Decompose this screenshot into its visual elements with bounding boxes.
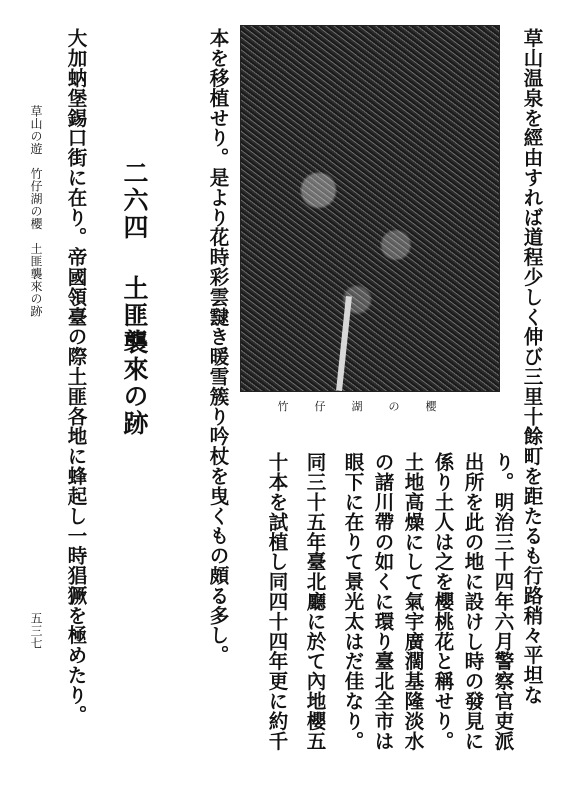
page-number: 五三七 [29, 612, 43, 650]
text-column-5: 土地高燥にして氣宇廣濶基隆淡水 [401, 452, 425, 751]
text-column-7: 眼下に在りて景光太はだ佳なり。 [341, 452, 365, 751]
running-head: 草山の遊 竹仔湖の櫻 土匪襲來の跡 [29, 105, 43, 318]
photo-caption: 竹仔湖の櫻 [277, 400, 463, 413]
text-column-10: 本を移植せり。是より花時彩雲靆き暖雪簇り吟杖を曳くもの頗る多し。 [206, 28, 230, 665]
text-column-9: 十本を試植し同四十四年更に約千 [265, 452, 289, 751]
text-column-6: の諸川帶の如くに環り臺北全市は [371, 452, 395, 751]
text-column-2: り。明治三十四年六月警察官吏派 [491, 452, 515, 751]
text-column-11: 大加蚋堡錫口街に在り。帝國領臺の際土匪各地に蜂起し一時猖獗を極めたり。 [64, 28, 88, 725]
section-title: 土匪襲來の跡 [120, 275, 149, 437]
text-column-4: 係り土人は之を櫻桃花と稱せり。 [431, 452, 455, 751]
text-column-8: 同三十五年臺北廳に於て內地櫻五 [303, 452, 327, 751]
section-number: 二六四 [120, 160, 149, 241]
text-column-3: 出所を此の地に設けし時の發見に [461, 452, 485, 751]
text-column-1: 草山温泉を經由すれば道程少しく伸び三里十餘町を距たるも行路稍々平坦な [520, 28, 544, 705]
cherry-tree-photo [240, 25, 500, 392]
